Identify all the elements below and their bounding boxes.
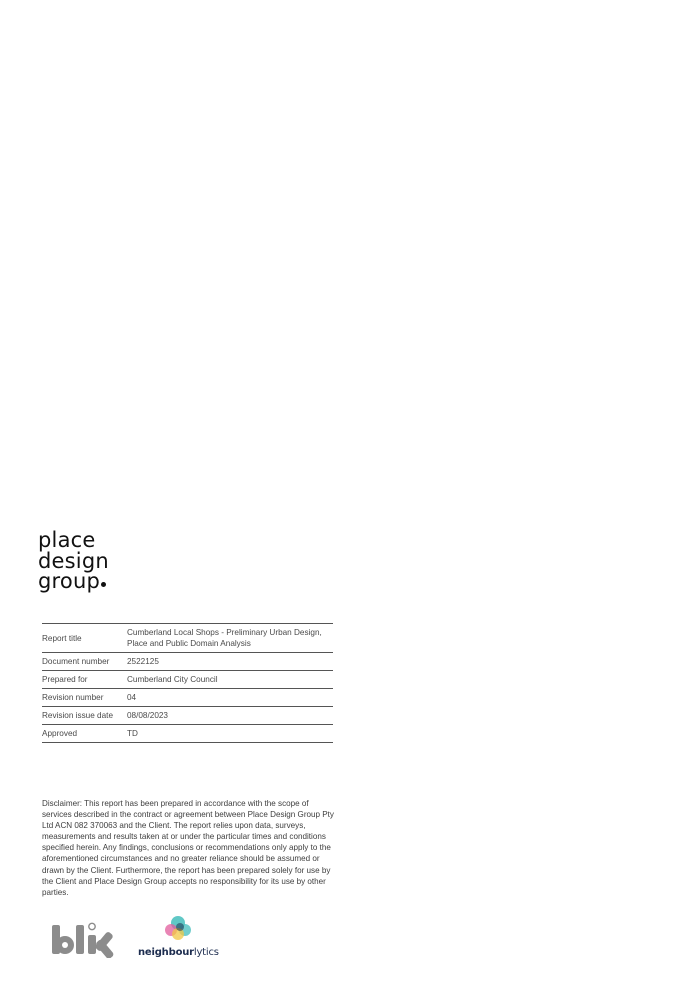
table-row bbox=[42, 671, 333, 689]
approved-label: Approved bbox=[42, 729, 78, 738]
document-number-label: Document number bbox=[42, 657, 110, 666]
table-row bbox=[42, 689, 333, 707]
logo-line-2: design bbox=[38, 548, 109, 573]
table-row bbox=[42, 707, 333, 725]
revision-number-label: Revision number bbox=[42, 693, 104, 702]
revision-issue-date-label: Revision issue date bbox=[42, 711, 113, 720]
neighbourlytics-logo bbox=[138, 914, 220, 958]
logo-dot bbox=[101, 582, 106, 587]
blix-logo bbox=[50, 920, 120, 958]
place-design-group-logo bbox=[38, 530, 109, 592]
logo-line-1: place bbox=[38, 528, 96, 552]
disclaimer-text: Disclaimer: This report has been prepared in accordance with the scope of services described in the contract or agreement between Place Design Group Pty Ltd ACN 082 370063 and the Client. The report relies upon data, surveys, measurements and results taken at or under the particular times and conditions specified herein. Any findings, conclusions or recommendations only apply to the aforementioned circumstances and no greater reliance should be assumed or drawn by the Client. Furthermore, the report has been prepared solely for use by the Client and Place Design Group accepts no responsibility for its use by other parties. bbox=[42, 799, 334, 897]
logo-line-3-text: group bbox=[38, 569, 100, 593]
neighbourlytics-mark-icon bbox=[138, 914, 220, 944]
report-details-table bbox=[42, 623, 333, 743]
prepared-for-label: Prepared for bbox=[42, 675, 88, 684]
prepared-for-value: Cumberland City Council bbox=[127, 675, 218, 684]
revision-number-value: 04 bbox=[127, 693, 137, 702]
table-row bbox=[42, 653, 333, 671]
report-title-label: Report title bbox=[42, 633, 82, 643]
table-row bbox=[42, 624, 333, 653]
revision-issue-date-value: 08/08/2023 bbox=[127, 711, 168, 720]
neighbourlytics-wordmark bbox=[138, 947, 219, 958]
table-row bbox=[42, 725, 333, 743]
report-title-value: Cumberland Local Shops - Preliminary Urban Design, Place and Public Domain Analysis bbox=[127, 628, 322, 648]
document-number-value: 2522125 bbox=[127, 657, 159, 666]
approved-value: TD bbox=[127, 729, 138, 738]
neighbourlytics-thin: lytics bbox=[193, 947, 219, 958]
neighbourlytics-bold: neighbour bbox=[138, 947, 194, 958]
logo-line-3 bbox=[38, 571, 109, 592]
